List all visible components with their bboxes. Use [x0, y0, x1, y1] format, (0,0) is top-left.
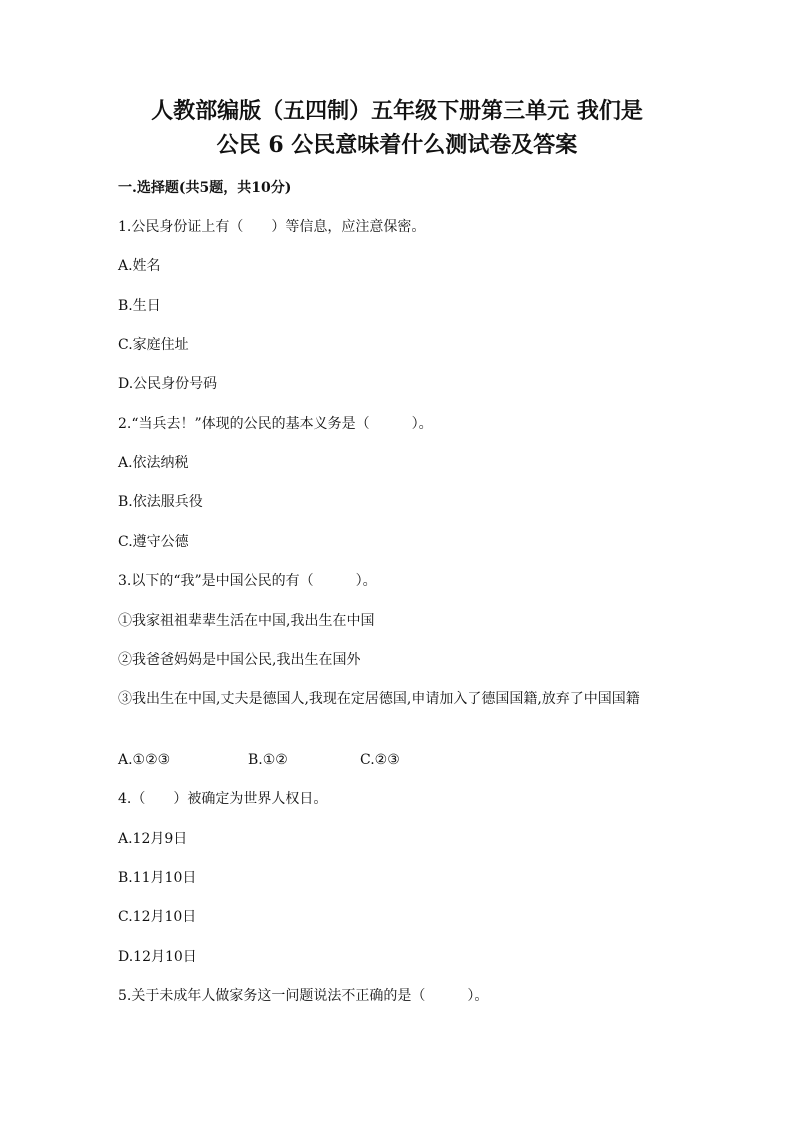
- question-3-statement-3: ③我出生在中国,丈夫是德国人,我现在定居德国,申请加入了德国国籍,放弃了中国国籍: [118, 691, 640, 707]
- question-4-option-b: B.11月10日: [118, 870, 197, 886]
- section-heading: 一.选择题(共5题，共10分): [118, 180, 292, 196]
- question-3-options-row: [118, 749, 400, 771]
- question-1-option-a: A.姓名: [118, 258, 161, 274]
- question-5-stem: 5.关于未成年人做家务这一问题说法不正确的是（ ）。: [118, 988, 489, 1004]
- question-3-statement-1: ①我家祖祖辈辈生活在中国,我出生在中国: [118, 613, 375, 629]
- document-title-line-2: 公民 6 公民意味着什么测试卷及答案: [216, 132, 578, 158]
- question-4-option-d: D.12月10日: [118, 949, 197, 965]
- question-4-stem: 4.（ ）被确定为世界人权日。: [118, 791, 328, 807]
- question-2-option-b: B.依法服兵役: [118, 494, 203, 510]
- question-1-option-b: B.生日: [118, 298, 161, 314]
- question-2-option-c: C.遵守公德: [118, 534, 189, 550]
- question-3-option-a: A.①②③: [118, 752, 171, 768]
- question-1-stem: 1.公民身份证上有（ ）等信息，应注意保密。: [118, 219, 426, 235]
- question-3-option-c: C.②③: [360, 752, 400, 768]
- question-3-option-b: B.①②: [248, 752, 288, 768]
- question-4-option-c: C.12月10日: [118, 909, 197, 925]
- question-3-statement-2: ②我爸爸妈妈是中国公民,我出生在国外: [118, 652, 361, 668]
- question-4-option-a: A.12月9日: [118, 831, 188, 847]
- question-1-option-d: D.公民身份号码: [118, 376, 218, 392]
- question-1-option-c: C.家庭住址: [118, 337, 189, 353]
- question-3-stem: 3.以下的“我”是中国公民的有（ ）。: [118, 573, 377, 589]
- question-2-stem: 2.“当兵去！”体现的公民的基本义务是（ ）。: [118, 416, 433, 432]
- question-2-option-a: A.依法纳税: [118, 455, 189, 471]
- document-title-line-1: 人教部编版（五四制）五年级下册第三单元 我们是: [151, 98, 643, 124]
